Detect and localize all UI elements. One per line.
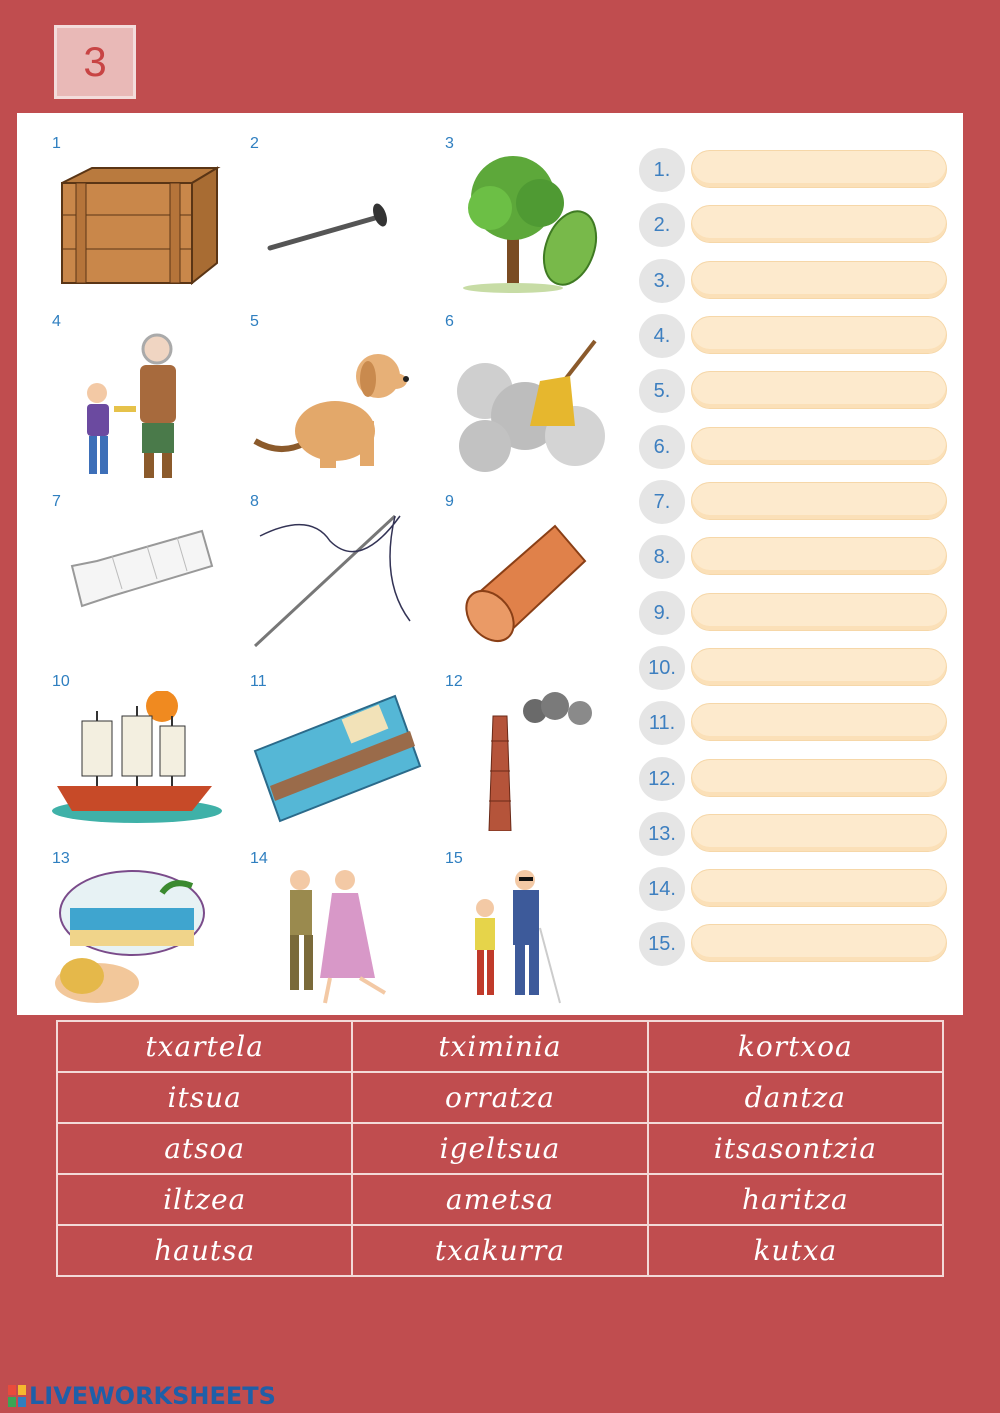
chimney-icon [445, 691, 620, 831]
picture-13 [52, 850, 232, 1015]
picture-4 [52, 313, 232, 478]
answer-row-11 [639, 701, 949, 745]
answer-row-4 [639, 314, 949, 358]
answer-row-12 [639, 757, 949, 801]
word-bank-cell: igeltsua [352, 1123, 647, 1174]
answer-label: 9. [639, 591, 685, 635]
answer-field-12[interactable] [691, 759, 947, 797]
answer-field-4[interactable] [691, 316, 947, 354]
word-bank-cell: txartela [57, 1021, 352, 1072]
answer-label: 15. [639, 922, 685, 966]
exercise-number: 3 [83, 38, 107, 85]
picture-number: 13 [52, 850, 70, 867]
exercise-panel [17, 113, 963, 1015]
answer-row-6 [639, 425, 949, 469]
answer-row-14 [639, 867, 949, 911]
picture-number: 2 [250, 135, 259, 152]
answer-label: 2. [639, 203, 685, 247]
word-bank-row [57, 1174, 943, 1225]
answer-label: 14. [639, 867, 685, 911]
answer-label: 1. [639, 148, 685, 192]
answer-field-14[interactable] [691, 869, 947, 907]
picture-12 [445, 673, 625, 838]
needle-icon [250, 511, 425, 651]
picture-number: 1 [52, 135, 61, 152]
picture-number: 7 [52, 493, 61, 510]
picture-number: 10 [52, 673, 70, 690]
word-bank-row [57, 1225, 943, 1276]
picture-number: 9 [445, 493, 454, 510]
old-woman-and-boy-icon [52, 331, 227, 481]
picture-number: 3 [445, 135, 454, 152]
picture-6 [445, 313, 625, 478]
word-bank-cell: itsua [57, 1072, 352, 1123]
word-bank-table [56, 1020, 944, 1277]
picture-number: 4 [52, 313, 61, 330]
answer-label: 4. [639, 314, 685, 358]
answer-field-5[interactable] [691, 371, 947, 409]
answer-label: 3. [639, 259, 685, 303]
answer-label: 7. [639, 480, 685, 524]
answer-row-10 [639, 646, 949, 690]
answer-label: 8. [639, 535, 685, 579]
answer-row-13 [639, 812, 949, 856]
cork-icon [445, 511, 620, 651]
word-bank-cell: txakurra [352, 1225, 647, 1276]
word-bank-cell: dantza [648, 1072, 943, 1123]
dream-icon [52, 868, 227, 1008]
dog-icon [250, 331, 425, 481]
blind-man-icon [445, 868, 620, 1008]
answer-field-9[interactable] [691, 593, 947, 631]
picture-11 [250, 673, 430, 838]
picture-9 [445, 493, 625, 658]
picture-14 [250, 850, 430, 1015]
answer-field-6[interactable] [691, 427, 947, 465]
answer-label: 13. [639, 812, 685, 856]
sailing-ship-icon [52, 691, 227, 831]
answer-field-11[interactable] [691, 703, 947, 741]
word-bank-cell: itsasontzia [648, 1123, 943, 1174]
answer-row-8 [639, 535, 949, 579]
answer-row-3 [639, 259, 949, 303]
word-bank-cell: kortxoa [648, 1021, 943, 1072]
oak-tree-icon [445, 153, 620, 293]
word-bank-row [57, 1123, 943, 1174]
word-bank-cell: tximinia [352, 1021, 647, 1072]
answer-row-5 [639, 369, 949, 413]
word-bank-row [57, 1021, 943, 1072]
word-bank-cell: iltzea [57, 1174, 352, 1225]
picture-number: 14 [250, 850, 268, 867]
picture-number: 12 [445, 673, 463, 690]
word-bank-cell: haritza [648, 1174, 943, 1225]
answer-row-1 [639, 148, 949, 192]
answer-row-9 [639, 591, 949, 635]
picture-number: 15 [445, 850, 463, 867]
answer-row-15 [639, 922, 949, 966]
picture-10 [52, 673, 232, 838]
answer-label: 11. [639, 701, 685, 745]
dancing-couple-icon [250, 868, 425, 1008]
answer-label: 5. [639, 369, 685, 413]
dust-broom-icon [445, 331, 620, 481]
picture-7 [52, 493, 232, 658]
word-bank-cell: ametsa [352, 1174, 647, 1225]
exercise-number-badge [54, 25, 136, 99]
logo-text: LIVEWORKSHEETS [29, 1382, 276, 1410]
picture-number: 5 [250, 313, 259, 330]
card-icon [250, 691, 425, 831]
liveworksheets-logo [8, 1383, 276, 1409]
answer-field-15[interactable] [691, 924, 947, 962]
picture-number: 6 [445, 313, 454, 330]
word-bank-row [57, 1072, 943, 1123]
answer-label: 10. [639, 646, 685, 690]
picture-15 [445, 850, 625, 1015]
picture-1 [52, 135, 232, 300]
answer-field-2[interactable] [691, 205, 947, 243]
picture-number: 11 [250, 673, 267, 690]
wooden-crate-icon [52, 153, 227, 293]
picture-2 [250, 135, 430, 300]
answer-field-1[interactable] [691, 150, 947, 188]
logo-mark-icon [8, 1385, 26, 1407]
picture-8 [250, 493, 430, 658]
answer-field-7[interactable] [691, 482, 947, 520]
nail-icon [250, 153, 425, 293]
word-bank-cell: atsoa [57, 1123, 352, 1174]
answer-field-3[interactable] [691, 261, 947, 299]
picture-3 [445, 135, 625, 300]
answer-label: 6. [639, 425, 685, 469]
word-bank-cell: kutxa [648, 1225, 943, 1276]
word-bank-cell: orratza [352, 1072, 647, 1123]
answer-row-2 [639, 203, 949, 247]
answer-row-7 [639, 480, 949, 524]
plaster-cast-icon [52, 511, 227, 651]
answer-field-13[interactable] [691, 814, 947, 852]
picture-number: 8 [250, 493, 259, 510]
answer-label: 12. [639, 757, 685, 801]
answer-field-8[interactable] [691, 537, 947, 575]
answer-field-10[interactable] [691, 648, 947, 686]
word-bank-cell: hautsa [57, 1225, 352, 1276]
picture-5 [250, 313, 430, 478]
